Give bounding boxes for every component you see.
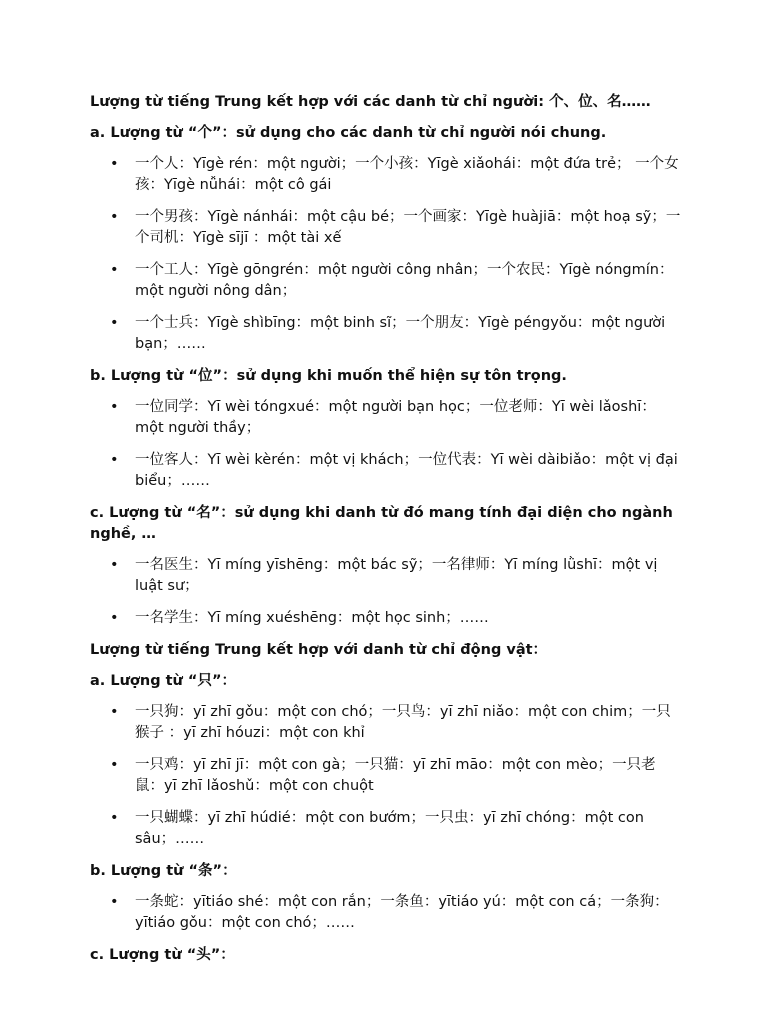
section-heading: a. Lượng từ “只”： bbox=[90, 673, 236, 689]
list-item bbox=[90, 260, 682, 302]
bullet-icon: • bbox=[110, 156, 119, 172]
list-item bbox=[90, 808, 682, 850]
section-heading: Lượng từ tiếng Trung kết hợp với các danh từ chỉ người: 个、位、名…… bbox=[90, 94, 651, 110]
bullet-icon: • bbox=[110, 757, 119, 773]
section-heading: b. Lượng từ “条”： bbox=[90, 863, 237, 879]
list-item bbox=[90, 608, 682, 629]
bullet-list bbox=[90, 397, 682, 492]
section-heading: Lượng từ tiếng Trung kết hợp với danh từ chỉ động vật： bbox=[90, 642, 548, 658]
list-item bbox=[90, 450, 682, 492]
bullet-icon: • bbox=[110, 399, 119, 415]
bullet-icon: • bbox=[110, 557, 119, 573]
list-item-text: 一位同学：Yī wèi tóngxué：một người bạn học；一位老师：Yī wèi lǎoshī：một người thầy； bbox=[135, 399, 656, 436]
list-item bbox=[90, 397, 682, 439]
bullet-icon: • bbox=[110, 315, 119, 331]
list-item-text: 一只蝴蝶：yī zhī húdié：một con bướm；一只虫：yī zhī chóng：một con sâu；…… bbox=[135, 810, 644, 847]
bullet-list bbox=[90, 154, 682, 355]
list-item bbox=[90, 702, 682, 744]
list-item-text: 一名学生：Yī míng xuéshēng：một học sinh；…… bbox=[135, 610, 489, 626]
list-item bbox=[90, 313, 682, 355]
list-item bbox=[90, 555, 682, 597]
list-item-text: 一只鸡：yī zhī jī：một con gà；一只猫：yī zhī māo：một con mèo；一只老鼠：yī zhī lǎoshǔ：một con chuột bbox=[135, 757, 656, 794]
list-item-text: 一个人：Yīgè rén：một người；一个小孩：Yīgè xiǎohái：một đứa trẻ； 一个女孩：Yīgè nǚhái：một cô gái bbox=[135, 156, 679, 193]
bullet-icon: • bbox=[110, 452, 119, 468]
list-item bbox=[90, 755, 682, 797]
bullet-icon: • bbox=[110, 262, 119, 278]
section-heading: c. Lượng từ “名”：sử dụng khi danh từ đó mang tính đại diện cho ngành nghề, … bbox=[90, 505, 673, 542]
list-item-text: 一个男孩：Yīgè nánhái：một cậu bé；一个画家：Yīgè huàjiā：một hoạ sỹ；一个司机：Yīgè sījī ：một tài xế bbox=[135, 209, 681, 246]
list-item-text: 一位客人：Yī wèi kèrén：một vị khách；一位代表：Yī wèi dàibiǎo：một vị đại biểu；…… bbox=[135, 452, 678, 489]
document-page bbox=[90, 92, 682, 976]
section-heading: c. Lượng từ “头”： bbox=[90, 947, 235, 963]
list-item-text: 一个士兵：Yīgè shìbīng：một binh sĩ；一个朋友：Yīgè péngyǒu：một người bạn；…… bbox=[135, 315, 666, 352]
bullet-icon: • bbox=[110, 894, 119, 910]
section-heading: b. Lượng từ “位”：sử dụng khi muốn thể hiện sự tôn trọng. bbox=[90, 368, 567, 384]
bullet-icon: • bbox=[110, 704, 119, 720]
bullet-icon: • bbox=[110, 209, 119, 225]
list-item bbox=[90, 154, 682, 196]
list-item-text: 一只狗：yī zhī gǒu：một con chó；一只鸟：yī zhī niǎo：một con chim；一只猴子 ：yī zhī hóuzi：một con khỉ bbox=[135, 704, 671, 741]
section-heading: a. Lượng từ “个”：sử dụng cho các danh từ chỉ người nói chung. bbox=[90, 125, 607, 141]
bullet-icon: • bbox=[110, 610, 119, 626]
bullet-icon: • bbox=[110, 810, 119, 826]
list-item bbox=[90, 207, 682, 249]
list-item bbox=[90, 892, 682, 934]
list-item-text: 一条蛇：yītiáo shé：một con rắn；一条鱼：yītiáo yú：một con cá；一条狗：yītiáo gǒu：một con chó；…… bbox=[135, 894, 669, 931]
bullet-list bbox=[90, 555, 682, 629]
list-item-text: 一个工人：Yīgè gōngrén：một người công nhân；一个农民：Yīgè nóngmín：một người nông dân； bbox=[135, 262, 674, 299]
bullet-list bbox=[90, 892, 682, 934]
list-item-text: 一名医生：Yī míng yīshēng：một bác sỹ；一名律师：Yī míng lǜshī：một vị luật sư； bbox=[135, 557, 658, 594]
bullet-list bbox=[90, 702, 682, 850]
